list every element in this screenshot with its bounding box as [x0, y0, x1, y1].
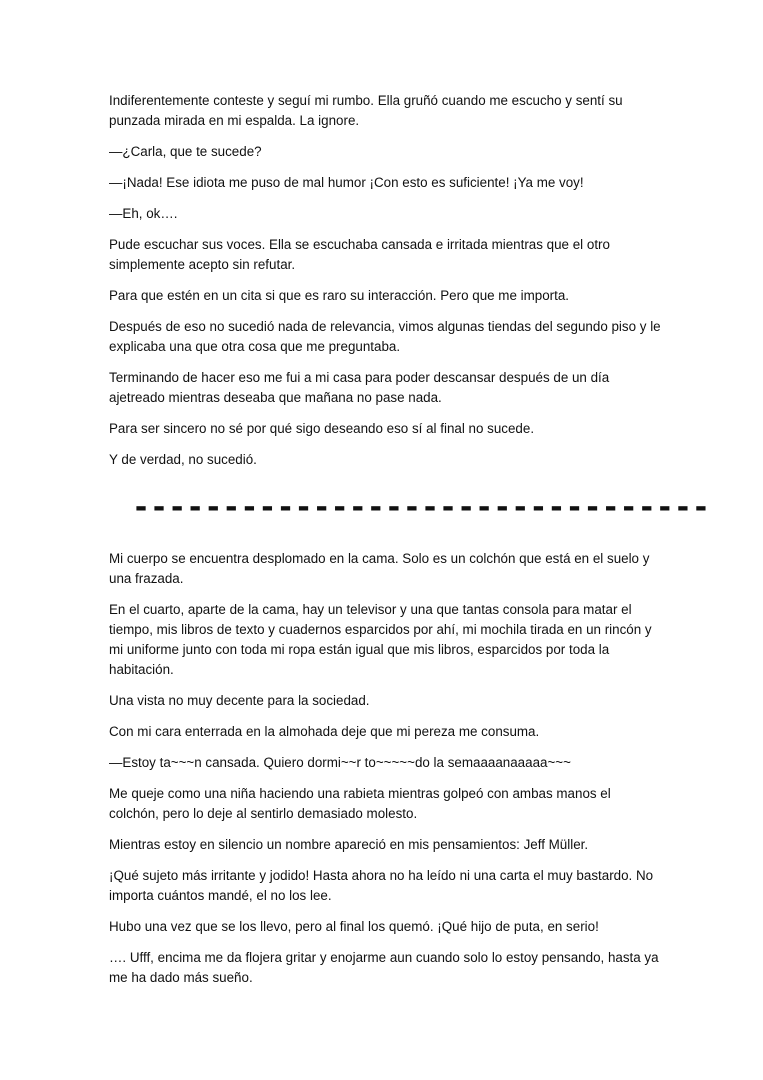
section-separator: --------------------------------: [132, 490, 710, 525]
paragraph: —Eh, ok….: [109, 206, 178, 221]
paragraph: Indiferentemente conteste y seguí mi rumbo. Ella gruñó cuando me escucho y sentí su punzada mirada en mi espalda. La ignore.: [109, 93, 623, 128]
paragraph: Pude escuchar sus voces. Ella se escuchaba cansada e irritada mientras que el otro simplemente acepto sin refutar.: [109, 237, 610, 272]
paragraph: Para ser sincero no sé por qué sigo deseando eso sí al final no sucede.: [109, 421, 535, 436]
paragraph: Con mi cara enterrada en la almohada deje que mi pereza me consuma.: [109, 724, 540, 739]
paragraph: Una vista no muy decente para la sociedad.: [109, 693, 370, 708]
section-2: [109, 549, 661, 999]
section-1: [109, 91, 661, 481]
paragraph: Mi cuerpo se encuentra desplomado en la cama. Solo es un colchón que está en el suelo y una frazada.: [109, 551, 650, 586]
paragraph: Me queje como una niña haciendo una rabieta mientras golpeó con ambas manos el colchón, pero lo deje al sentirlo demasiado molesto.: [109, 786, 611, 821]
paragraph: Después de eso no sucedió nada de relevancia, vimos algunas tiendas del segundo piso y le explicaba una que otra cosa que me preguntaba.: [109, 319, 661, 354]
paragraph: Para que estén en un cita si que es raro su interacción. Pero que me importa.: [109, 288, 570, 303]
paragraph: Mientras estoy en silencio un nombre apareció en mis pensamientos: Jeff Müller.: [109, 837, 589, 852]
paragraph: En el cuarto, aparte de la cama, hay un televisor y una que tantas consola para matar el tiempo, mis libros de texto y cuadernos esparcidos por ahí, mi mochila tirada en un rincón y mi uniforme junto con toda mi ropa están igual que mis libros, esparcidos por toda la habitación.: [109, 602, 652, 677]
paragraph: …. Ufff, encima me da flojera gritar y enojarme aun cuando solo lo estoy pensando, hasta ya me ha dado más sueño.: [109, 950, 659, 985]
paragraph: —¿Carla, que te sucede?: [109, 144, 262, 159]
paragraph: Hubo una vez que se los llevo, pero al final los quemó. ¡Qué hijo de puta, en serio!: [109, 919, 599, 934]
paragraph: —¡Nada! Ese idiota me puso de mal humor ¡Con esto es suficiente! ¡Ya me voy!: [109, 175, 584, 190]
paragraph: —Estoy ta~~~n cansada. Quiero dormi~~r to~~~~~do la semaaaanaaaaa~~~: [109, 755, 571, 770]
paragraph: Y de verdad, no sucedió.: [109, 452, 257, 467]
paragraph: ¡Qué sujeto más irritante y jodido! Hasta ahora no ha leído ni una carta el muy bastardo. No importa cuántos mandé, el no los lee.: [109, 868, 654, 903]
paragraph: Terminando de hacer eso me fui a mi casa para poder descansar después de un día ajetreado mientras deseaba que mañana no pase nada.: [109, 370, 610, 405]
